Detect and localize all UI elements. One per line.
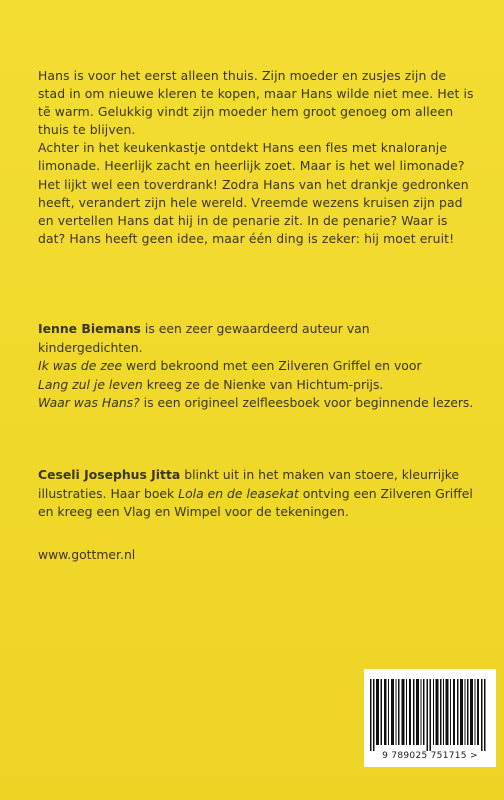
- author-book-1: Ik was de zee: [38, 358, 123, 374]
- barcode-bars: [368, 679, 492, 751]
- publisher-website: www.gottmer.nl: [38, 547, 136, 562]
- illustrator-name: Ceseli Josephus Jitta: [38, 467, 181, 482]
- blurb-paragraph-2: Achter in het keukenkastje ontdekt Hans een fles met knaloranje limonade. Heerlijk zacht en heerlijk zoet. Maar is het wel limonade? Het lijkt wel een toverdrank! Zodra Hans van het drankje gedronken heeft, verandert zijn hele wereld. Vreemde wezens kruisen zijn pad en vertellen Hans dat hij in de penarie zit. In de penarie? Waar is dat? Hans heeft geen idee, maar één ding is zeker: hij moet eruit!: [38, 140, 469, 246]
- illustrator-bio-text-2: ontving een Zilveren Griffel en kreeg een Vlag en Wimpel voor de tekeningen.: [38, 485, 473, 520]
- barcode: [364, 669, 496, 767]
- author-bio-text-2: werd bekroond met een Zilveren Griffel en voor: [122, 358, 422, 374]
- blurb-text: [38, 67, 474, 248]
- illustrator-bio-text-1: blinkt uit in het maken van stoere, kleurrijke illustraties. Haar boek: [38, 467, 460, 501]
- author-book-3: Waar was Hans?: [38, 395, 140, 411]
- isbn-number: 9 789025 751715 >: [382, 751, 478, 761]
- blurb-paragraph-1: Hans is voor het eerst alleen thuis. Zijn moeder en zusjes zijn de stad in om nieuwe kleren te kopen, maar Hans wilde niet mee. Het is tē warm. Gelukkig vindt zijn moeder hem groot genoeg om alleen thuis te blijven.: [38, 68, 474, 138]
- author-name: Ienne Biemans: [38, 321, 141, 336]
- illustrator-bio: [38, 466, 474, 522]
- author-bio-text-4: is een origineel zelfleesboek voor beginnende lezers.: [139, 395, 474, 411]
- author-book-2: Lang zul je leven: [38, 376, 143, 392]
- author-bio: [38, 320, 474, 413]
- author-bio-text-3: kreeg ze de Nienke van Hichtum-prijs.: [142, 376, 384, 392]
- illustrator-book-1: Lola en de leasekat: [178, 485, 299, 501]
- author-bio-text-1: is een zeer gewaardeerd auteur van kindergedichten.: [38, 321, 370, 355]
